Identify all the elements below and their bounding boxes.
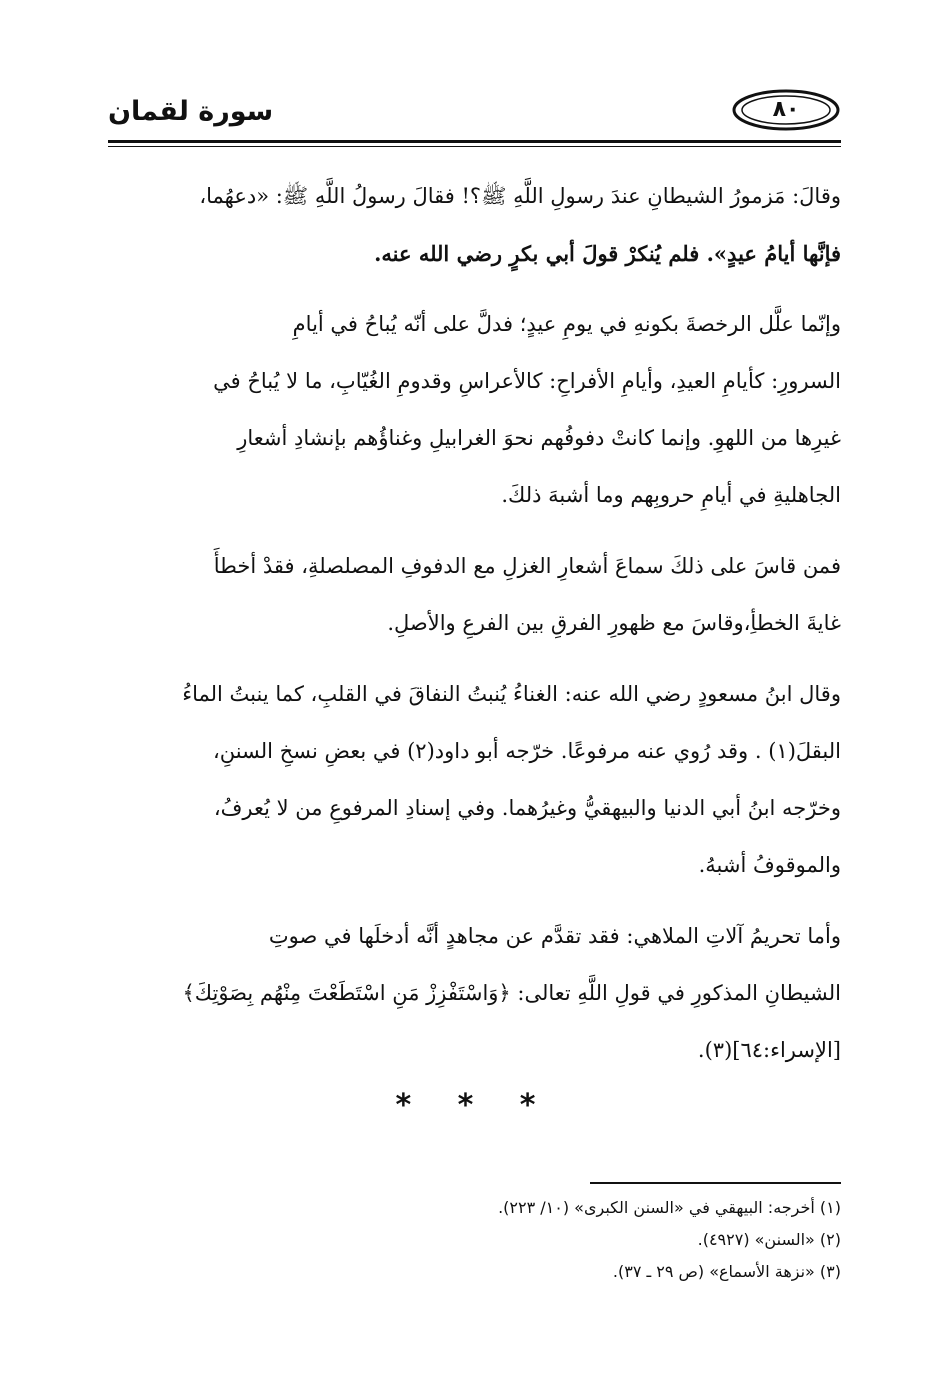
text-line: السرورِ: كأيامِ العيدِ، وأيامِ الأفراحِ: كالأعراسِ وقدومِ الغُيّابِ، ما لا يُباحُ في [213, 369, 841, 393]
text-line: غايةَ الخطأِ،وقاسَ مع ظهورِ الفرقِ بين الفرعِ والأصلِ. [387, 611, 841, 635]
page-number: ٨٠ [772, 97, 800, 122]
paragraph-4 [108, 666, 841, 894]
footnote-rule [590, 1182, 841, 1184]
main-text [108, 168, 841, 1093]
text-line: الشيطانِ المذكورِ في قولِ اللَّهِ تعالى: ﴿وَاسْتَفْزِزْ مَنِ اسْتَطَعْتَ مِنْهُم بِصَوْتِكَ﴾ [182, 981, 841, 1005]
page-header [108, 88, 841, 138]
section-separator: * * * [395, 1088, 554, 1123]
text-line: غيرِها من اللهوِ. وإنما كانتْ دفوفُهم نحوَ الغرابيلِ وغناؤُهم بإنشادِ أشعارِ [237, 426, 841, 450]
text-line: فإنَّها أيامُ عيدٍ». فلم يُنكرْ قولَ أبي بكرٍ رضي الله عنه. [374, 241, 841, 266]
paragraph-2 [108, 296, 841, 524]
text-line: وقالَ: مَزمورُ الشيطانِ عندَ رسولِ اللَّهِ ﷺ؟! فقالَ رسولُ اللَّهِ ﷺ: «دعهُما، [199, 184, 841, 208]
paragraph-5 [108, 908, 841, 1079]
surah-title: سورة لقمان [108, 96, 274, 127]
text-line: وخرّجه ابنُ أبي الدنيا والبيهقيُّ وغيرُهما. وفي إسنادِ المرفوعِ من لا يُعرفُ، [213, 796, 841, 820]
header-rule-thin [108, 146, 841, 147]
header-rule [108, 140, 841, 143]
text-line: وأما تحريمُ آلاتِ الملاهي: فقد تقدَّم عن مجاهدٍ أنَّه أدخلَها في صوتِ [268, 924, 841, 948]
text-line: [الإسراء:٦٤](٣). [697, 1038, 841, 1062]
text-line: وقال ابنُ مسعودٍ رضي الله عنه: الغناءُ يُنبتُ النفاقَ في القلبِ، كما ينبتُ الماءُ [182, 682, 841, 706]
paragraph-1 [108, 168, 841, 282]
text-line: فمن قاسَ على ذلكَ سماعَ أشعارِ الغزلِ مع الدفوفِ المصلصلةِ، فقدْ أخطأَ [213, 554, 841, 578]
text-line: وإنّما علَّل الرخصةَ بكونهِ في يومِ عيدٍ؛ فدلَّ على أنّه يُباحُ في أيامِ [292, 312, 841, 336]
text-line: الجاهليةِ في أيامِ حروبِهم وما أشبهَ ذلكَ. [501, 483, 841, 507]
footnotes [300, 1192, 841, 1288]
footnote-3: (٣) «نزهة الأسماع» (ص ٢٩ ـ ٣٧). [612, 1262, 841, 1281]
footnote-1: (١) أخرجه: البيهقي في «السنن الكبرى» (١٠/ ٢٢٣). [498, 1198, 841, 1217]
paragraph-3 [108, 538, 841, 652]
text-line: والموقوفُ أشبهُ. [698, 853, 841, 877]
footnote-2: (٢) «السنن» (٤٩٢٧). [697, 1230, 841, 1249]
text-line: البقلَ(١) . وقد رُوي عنه مرفوعًا. خرّجه أبو داود(٢) في بعضِ نسخِ السننِ، [212, 739, 841, 763]
page-number-badge [731, 88, 841, 132]
